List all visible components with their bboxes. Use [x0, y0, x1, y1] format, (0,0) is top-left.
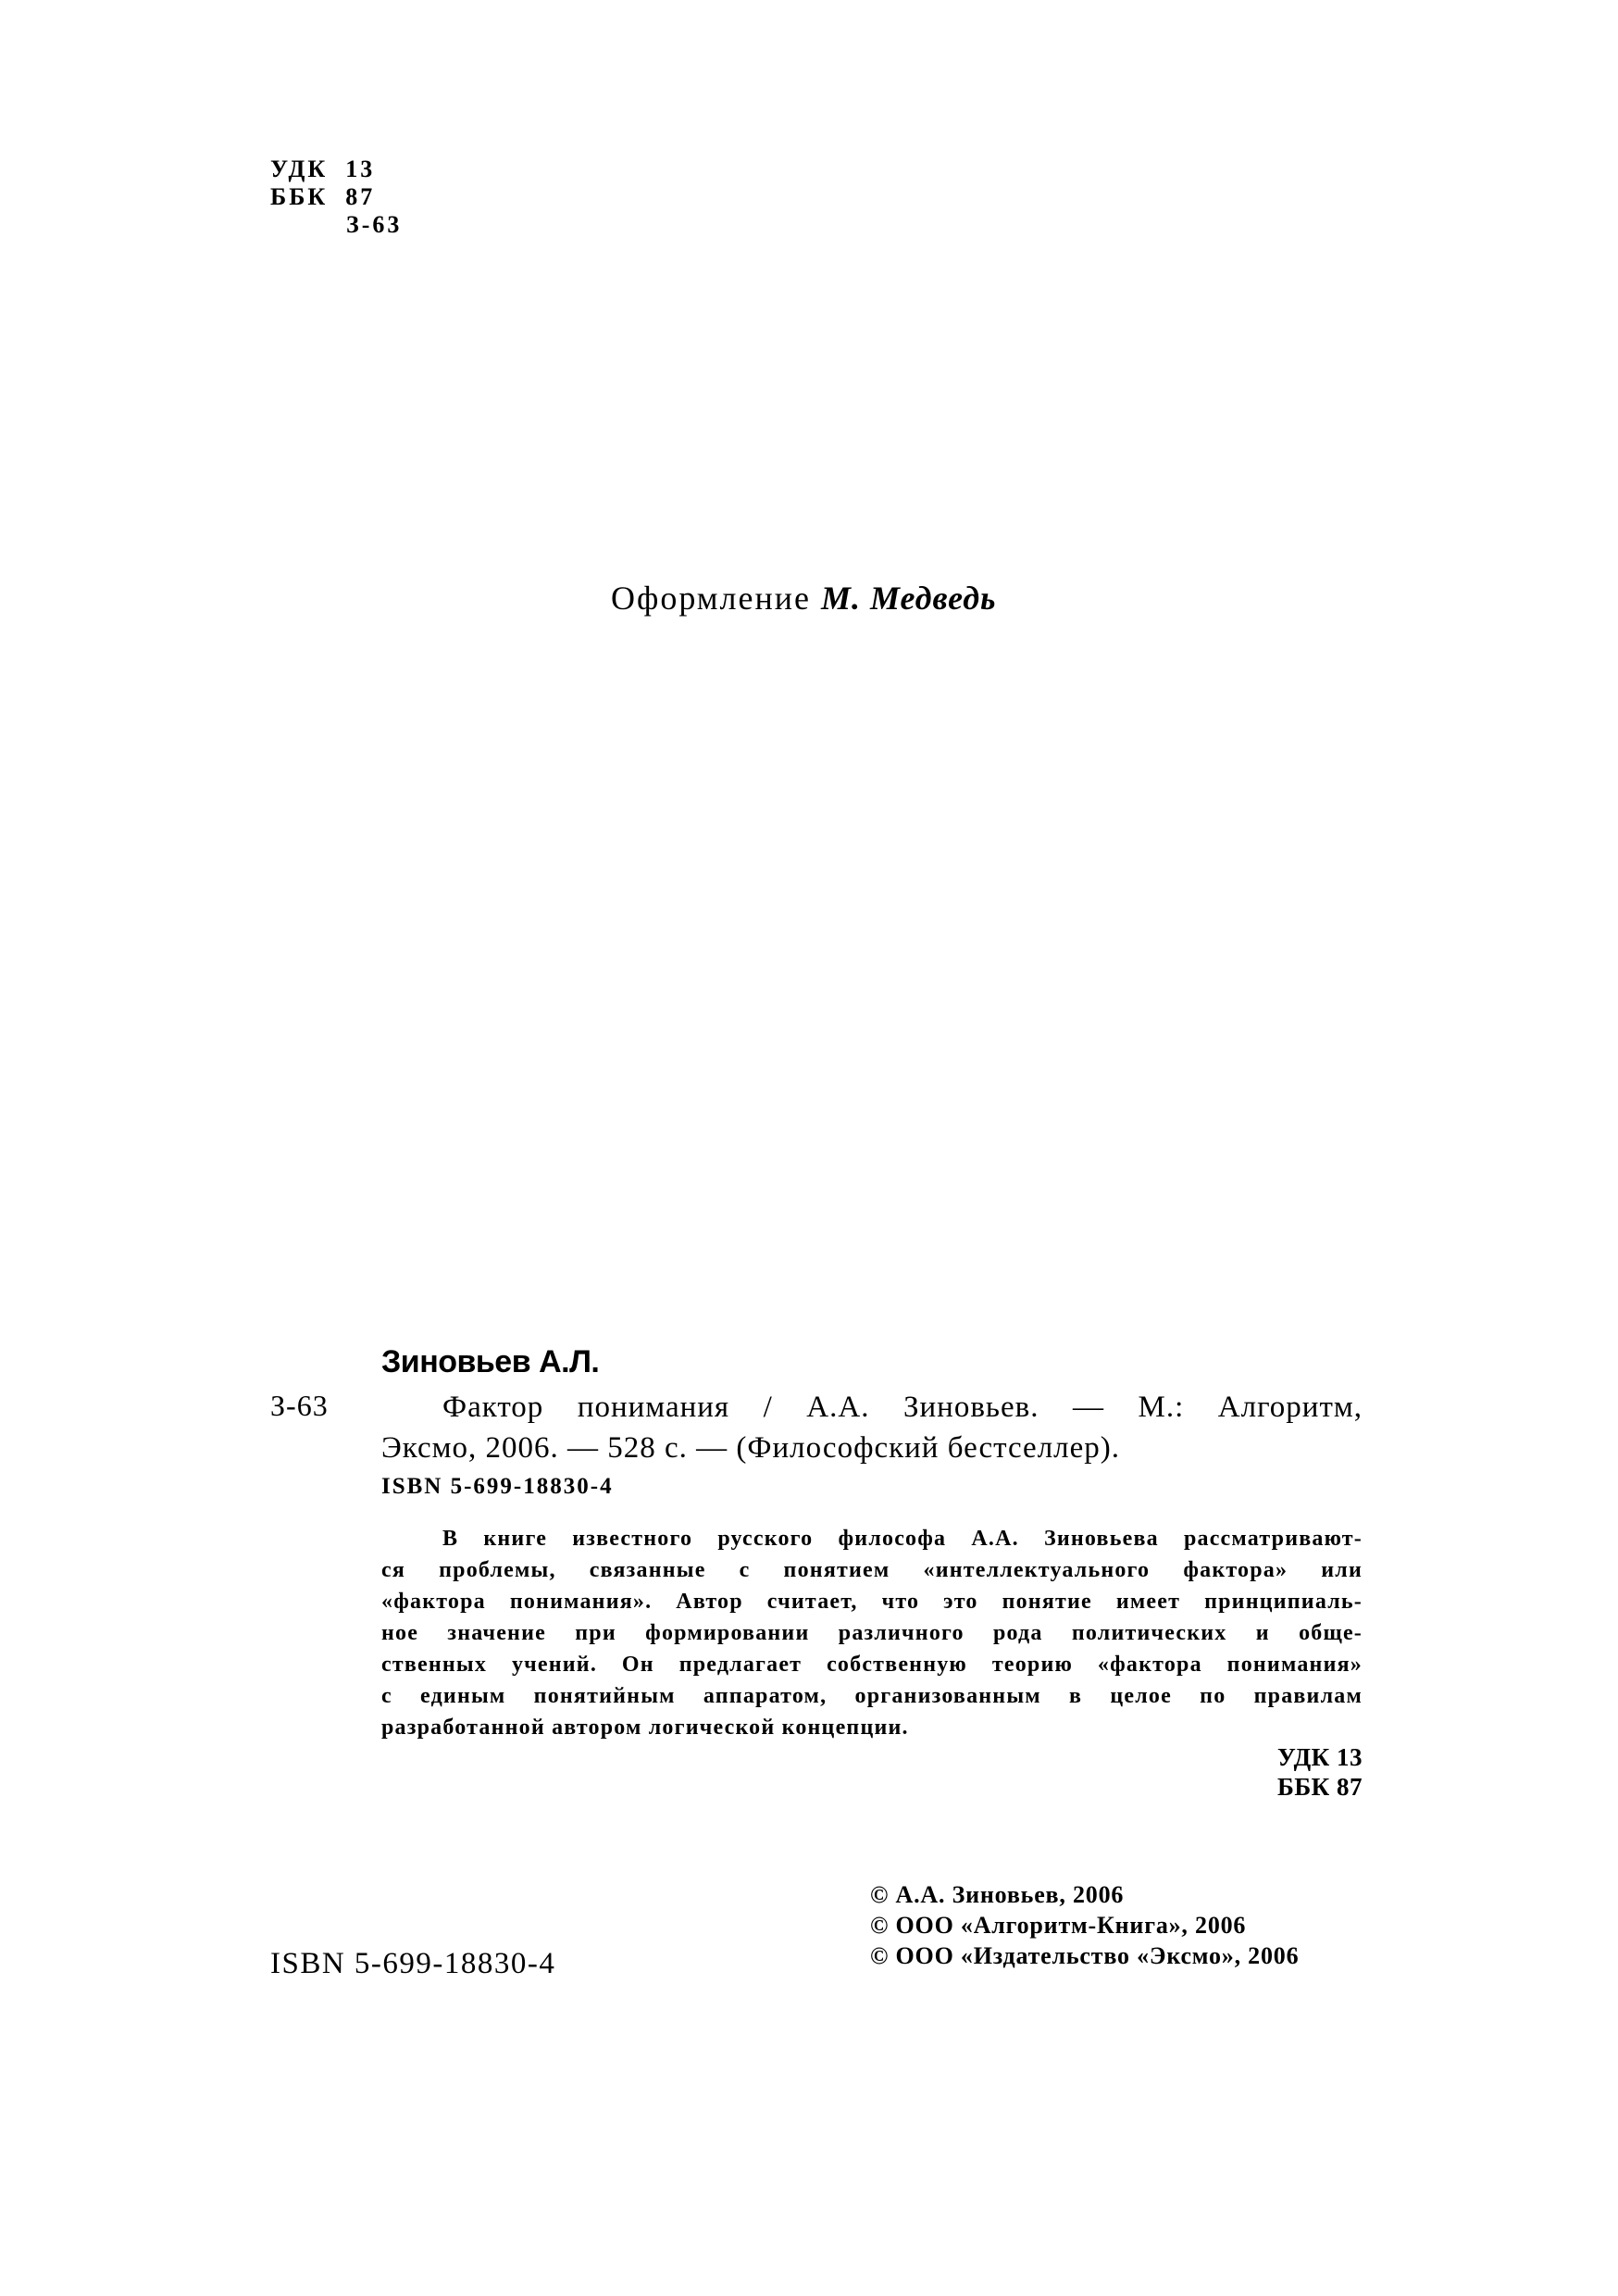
design-credit-label: Оформление: [611, 580, 812, 617]
bibliographic-description: [381, 1387, 1363, 1468]
designer-name: М. Медведь: [821, 580, 997, 617]
udk-code: УДК 13: [1277, 1743, 1363, 1771]
bottom-classification-codes: [1250, 1742, 1363, 1802]
copyright-line: © ООО «Алгоритм-Книга», 2006: [870, 1912, 1247, 1939]
author-mark: З-63: [346, 211, 403, 238]
design-credit: [611, 579, 997, 618]
annotation-line: В книге известного русского философа А.А. Зиновьева рассматривают-: [442, 1527, 1363, 1551]
author-heading: Зиновьев А.Л.: [381, 1344, 600, 1379]
description-line: Фактор понимания / А.А. Зиновьев. — М.: Алгоритм,: [442, 1391, 1363, 1424]
annotation: [381, 1523, 1363, 1743]
annotation-line: с единым понятийным аппаратом, организованным в целое по правилам: [381, 1684, 1363, 1708]
copyright-line: © А.А. Зиновьев, 2006: [870, 1881, 1125, 1908]
annotation-line: ся проблемы, связанные с понятием «интеллектуального фактора» или: [381, 1558, 1363, 1582]
copyright-block: [870, 1879, 1299, 1971]
record-isbn: ISBN 5-699-18830-4: [381, 1474, 614, 1499]
catalog-code: З-63: [270, 1389, 329, 1422]
bbk-code: ББК 87: [1276, 1773, 1363, 1801]
classification-codes: [270, 156, 402, 239]
copyright-line: © ООО «Издательство «Эксмо», 2006: [870, 1942, 1300, 1969]
annotation-line: ственных учений. Он предлагает собственную теорию «фактора понимания»: [381, 1653, 1363, 1677]
isbn-main: ISBN 5-699-18830-4: [270, 1947, 556, 1980]
annotation-line: «фактора понимания». Автор считает, что это понятие имеет принципиаль-: [381, 1590, 1363, 1614]
udk-code: УДК 13: [270, 156, 376, 182]
description-line: Эксмо, 2006. — 528 с. — (Философский бестселлер).: [381, 1431, 1121, 1465]
annotation-line: ное значение при формировании различного рода политических и обще-: [381, 1621, 1363, 1645]
bbk-code: ББК 87: [270, 183, 376, 210]
annotation-line: разработанной автором логической концепции.: [381, 1716, 909, 1740]
